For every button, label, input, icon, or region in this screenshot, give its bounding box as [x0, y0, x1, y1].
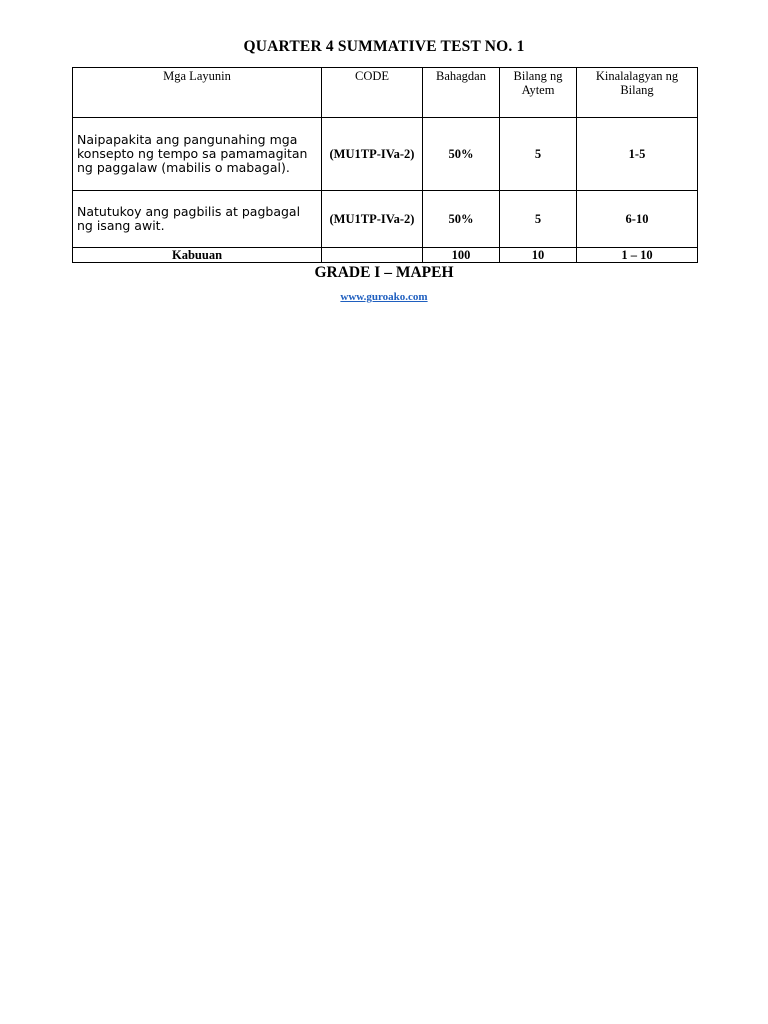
header-item-count: Bilang ng Aytem [500, 68, 577, 118]
total-code [322, 248, 423, 263]
header-item-placement: Kinalalagyan ng Bilang [577, 68, 698, 118]
total-percent: 100 [423, 248, 500, 263]
total-items: 10 [500, 248, 577, 263]
table-row [73, 118, 698, 191]
items-cell: 5 [500, 191, 577, 248]
table-of-specifications [72, 67, 698, 263]
placement-cell: 6-10 [577, 191, 698, 248]
percent-cell: 50% [423, 191, 500, 248]
header-code: CODE [322, 68, 423, 118]
objective-cell: Natutukoy ang pagbilis at pagbagal ng isang awit. [73, 191, 322, 248]
total-row [73, 248, 698, 263]
header-percent: Bahagdan [423, 68, 500, 118]
document-title: QUARTER 4 SUMMATIVE TEST NO. 1 [243, 38, 525, 55]
items-cell: 5 [500, 118, 577, 191]
objective-cell: Naipapakita ang pangunahing mga konsepto ng tempo sa pamamagitan ng paggalaw (mabilis o mabagal). [73, 118, 322, 191]
website-link[interactable]: www.guroako.com [340, 291, 428, 303]
code-cell: (MU1TP-IVa-2) [322, 118, 423, 191]
total-placement: 1 – 10 [577, 248, 698, 263]
code-cell: (MU1TP-IVa-2) [322, 191, 423, 248]
header-objectives: Mga Layunin [73, 68, 322, 118]
total-label: Kabuuan [73, 248, 322, 263]
percent-cell: 50% [423, 118, 500, 191]
placement-cell: 1-5 [577, 118, 698, 191]
table-row [73, 191, 698, 248]
grade-heading: GRADE I – MAPEH [314, 264, 454, 281]
table-header-row [73, 68, 698, 118]
